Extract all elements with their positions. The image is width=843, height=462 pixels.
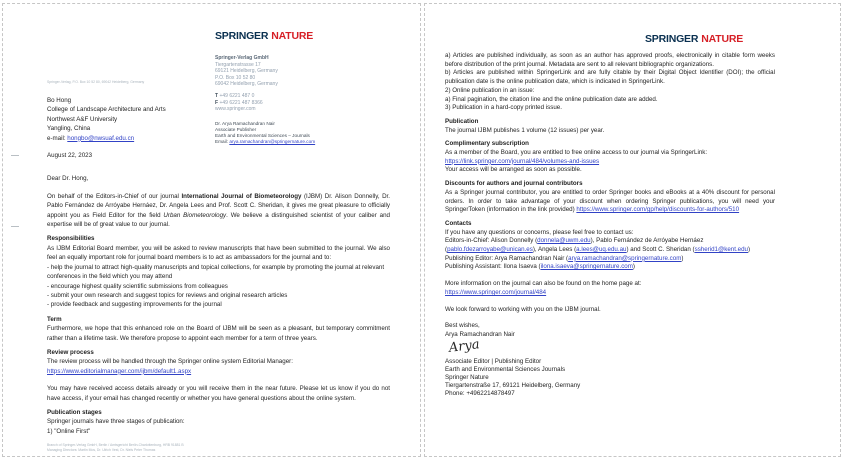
inline-link[interactable]: a.lees@uq.edu.au [576, 246, 627, 254]
recipient-dept: College of Landscape Architecture and Arts [47, 106, 166, 114]
legal-footer-line: Branch of Springer-Verlag GmbH, Berlin / Amtsgericht Berlin-Charlottenburg, HRB 91881 B [47, 443, 184, 448]
text-run: ), Angela Lees ( [532, 246, 577, 254]
contacts-intro-line: If you have any questions or concerns, please feel free to contact us: [445, 228, 634, 236]
review-access-paragraph: You may have received access details already or you will receive them in the near future. Please let us know if you do not have access, if your email has changed recently or whether you have general questions about the online system. [47, 385, 390, 402]
text-run: Editors-in-Chief: Alison Donnelly ( [445, 237, 538, 245]
text-run: Urban Biometeorology [163, 211, 227, 219]
phone-label: T [215, 92, 219, 99]
letter-page-1 [2, 3, 421, 457]
phone-number: +49 6221 487 0 [219, 92, 255, 99]
text-run: ) [748, 246, 751, 254]
text-run: Publishing Editor: Arya Ramachandran Nair ( [445, 254, 569, 262]
intro-paragraph [47, 192, 390, 230]
inline-link[interactable]: donnela@uwm.edu [537, 237, 591, 245]
handwritten-signature: Arya [448, 336, 481, 356]
publication-stage-item: b) Articles are published within SpringerLink and are fully citable by their Digital Object Identifier (DOI); the official publication date is the online publication date, which is indicated in SpringerLink. [445, 69, 775, 86]
publication-stage-item: 3) Publication in a hard-copy printed issue. [445, 104, 562, 112]
recipient-email-line [47, 134, 390, 143]
signature-block-line: Phone: +4962214878497 [445, 390, 515, 398]
responsibility-bullet: - encourage highest quality scientific submissions from colleagues [47, 282, 228, 290]
subscription-paragraph: As a member of the Board, you are entitled to free online access to our journal via SpringerLink: [445, 149, 708, 157]
legal-footer-line: Managing Directors: Martin Mos, Dr. Ulrich Vest, Dr. Niels Peter Thomas [47, 447, 156, 452]
inline-link[interactable]: pablo.fdezarroyabe@unican.es [447, 246, 533, 254]
publication-stages-line: Springer journals have three stages of publication: [47, 418, 185, 426]
editorial-manager-link[interactable]: https://www.editorialmanager.com/ijbm/default1.aspx [47, 367, 192, 375]
logo-nature-text: NATURE [271, 30, 314, 42]
fax-label: F [215, 99, 219, 106]
text-run: On behalf of the Editors-in-Chief of our journal [47, 192, 182, 200]
return-address-line: Springer-Verlag, P.O. Box 10 52 80, 69042 Heidelberg, Germany [47, 80, 145, 84]
springerlink-volumes-link[interactable]: https://link.springer.com/journal/484/volumes-and-issues [445, 157, 600, 165]
review-paragraph: The review process will be handled through the Springer online system Editorial Manager: [47, 358, 293, 366]
text-run: Publishing Assistant: Ilona Isaeva ( [445, 263, 541, 271]
text-run: As a Springer journal contributor, you are entitled to order Springer books and eBooks at a 40% discount for personal orders. In order to take advantage of your discount when ordering Springer publications, you will need your SpringerToken (information in the link provided) [445, 188, 775, 214]
publication-paragraph: The journal IJBM publishes 1 volume (12 issues) per year. [445, 126, 605, 134]
contacts-publishing-editor-line [445, 255, 775, 264]
springerlink-link-line [445, 158, 775, 167]
contacts-publishing-assistant-line [445, 263, 775, 272]
closing-name-line: Arya Ramachandran Nair [445, 330, 515, 338]
text-run: International Journal of Biometeorology [181, 192, 302, 200]
inline-link[interactable]: arya.ramachandran@springernature.com [568, 254, 682, 262]
contact-email-link[interactable]: arya.ramachandran@springernature.com [229, 139, 316, 145]
email-label: Email: [215, 139, 230, 145]
contact-title: Associate Publisher [215, 126, 257, 132]
contacts-editors-line [445, 237, 775, 254]
closing-wishes-line: Best wishes, [445, 322, 480, 330]
heading-responsibilities: Responsibilities [47, 235, 95, 243]
fold-mark [11, 226, 19, 227]
recipient-name: Bo Hong [47, 97, 72, 104]
signature-area [445, 336, 775, 356]
heading-complimentary-subscription: Complimentary subscription [445, 140, 529, 148]
legal-footer [47, 443, 390, 452]
fold-mark [11, 155, 19, 156]
signature-block [445, 358, 775, 398]
recipient-university: Northwest A&F University [47, 115, 118, 123]
sender-address-line: 69042 Heidelberg, Germany [215, 81, 278, 88]
text-run: ) [632, 263, 635, 271]
sender-company: Springer-Verlag GmbH [215, 55, 269, 61]
contact-department: Earth and Environmental Sciences – Journals [215, 133, 310, 139]
journal-homepage-link-line [445, 289, 775, 298]
logo-springer-text: SPRINGER [215, 30, 269, 42]
email-label: e-mail: [47, 134, 68, 142]
sender-address-line: P.O. Box 10 52 80 [215, 74, 256, 81]
salutation: Dear Dr. Hong, [47, 175, 89, 183]
inline-link[interactable]: ilona.isaeva@springernature.com [540, 263, 633, 271]
signature-block-line: Earth and Environmental Sciences Journals [445, 366, 566, 374]
heading-review-process: Review process [47, 348, 94, 356]
responsibilities-paragraph: As IJBM Editorial Board member, you will be asked to review manuscripts that have been submitted to the journal. We also feel an equally important role for journal board members is to act as ambassadors for the journal and to: [47, 244, 390, 262]
fax-number: +49 6221 487 8366 [219, 99, 263, 106]
responsibility-bullet: - submit your own research and suggest topics for reviews and original research articles [47, 291, 288, 299]
recipient-block [47, 96, 390, 143]
text-run: (IJBM) Dr. Alison Donnelly, Dr. Pablo Fernández de Arróyabe Hernáez, Dr. Angela Lees and Prof. Scott C. Sheridan, it gives me great pleasure to officially appoint you as Field Editor for the field [47, 192, 390, 219]
sender-website: www.springer.com [215, 106, 256, 113]
heading-term: Term [47, 315, 62, 323]
signature-block-line: Associate Editor | Publishing Editor [445, 358, 542, 366]
logo-springer-text: SPRINGER [645, 33, 699, 45]
heading-discounts: Discounts for authors and journal contributors [445, 180, 583, 188]
publication-stage-item: a) Articles are published individually, as soon as an author has approved proofs, electronically in citable form weeks before distribution of the print journal. Metadata are sent to all relevant bibliographic organizations. [445, 52, 775, 68]
recipient-email-link[interactable]: hongbo@nwsuaf.edu.cn [67, 134, 135, 142]
text-run: ) and Scott C. Sheridan ( [626, 246, 695, 254]
text-run: . We believe a distinguished scientist of your caliber and expertise will be of great value to our journal. [47, 211, 390, 229]
responsibility-bullet: - provide feedback and suggesting improvements for the journal [47, 301, 222, 309]
letter-page-2 [424, 3, 841, 457]
text-run: ), Pablo Fernández de Arróyabe Hernáez ( [445, 237, 704, 254]
journal-homepage-link[interactable]: https://www.springer.com/journal/484 [445, 288, 547, 296]
sender-address-line: 69121 Heidelberg, Germany [215, 68, 278, 75]
heading-publication: Publication [445, 117, 479, 125]
publication-stage-item: a) Final pagination, the citation line and the online publication date are added. [445, 95, 658, 103]
sender-address-line: Tiergartenstrasse 17 [215, 61, 261, 68]
signature-block-line: Tiergartenstraße 17, 69121 Heidelberg, Germany [445, 382, 581, 390]
text-run: ) [681, 254, 684, 262]
contact-name: Dr. Arya Ramachandran Nair [215, 120, 275, 126]
heading-contacts: Contacts [445, 219, 472, 227]
heading-publication-stages: Publication stages [47, 408, 102, 416]
responsibility-bullet: - help the journal to attract high-quality manuscripts and topical collections, for example by promoting the journal at relevant conferences in the field which you may attend [47, 263, 385, 281]
discounts-paragraph [445, 189, 775, 215]
editorial-manager-link-line [47, 367, 390, 376]
term-paragraph: Furthermore, we hope that this enhanced role on the Board of IJBM will be seen as a pleasant, but temporary commitment rather than a lifetime task. We therefore propose to appoint each member for a term of three years. [47, 325, 390, 342]
inline-link[interactable]: ssherid1@kent.edu [694, 246, 749, 254]
signature-block-line: Springer Nature [445, 374, 489, 382]
publication-stage-item: 2) Online publication in an issue: [445, 86, 535, 94]
more-info-line: More information on the journal can also be found on the home page at: [445, 280, 642, 288]
closing-lead-line: We look forward to working with you on the IJBM journal. [445, 305, 601, 313]
letter-body [47, 4, 390, 452]
springer-nature-logo [645, 33, 743, 45]
publication-stages-line: 1) "Online First" [47, 427, 91, 435]
inline-link[interactable]: https://www.springer.com/gp/help/discounts-for-authors/510 [576, 206, 740, 214]
letter-body [445, 52, 775, 398]
logo-nature-text: NATURE [701, 33, 744, 45]
subscription-access-line: Your access will be arranged as soon as possible. [445, 166, 582, 174]
letter-date: August 22, 2023 [47, 152, 93, 160]
recipient-city: Yangling, China [47, 125, 91, 133]
